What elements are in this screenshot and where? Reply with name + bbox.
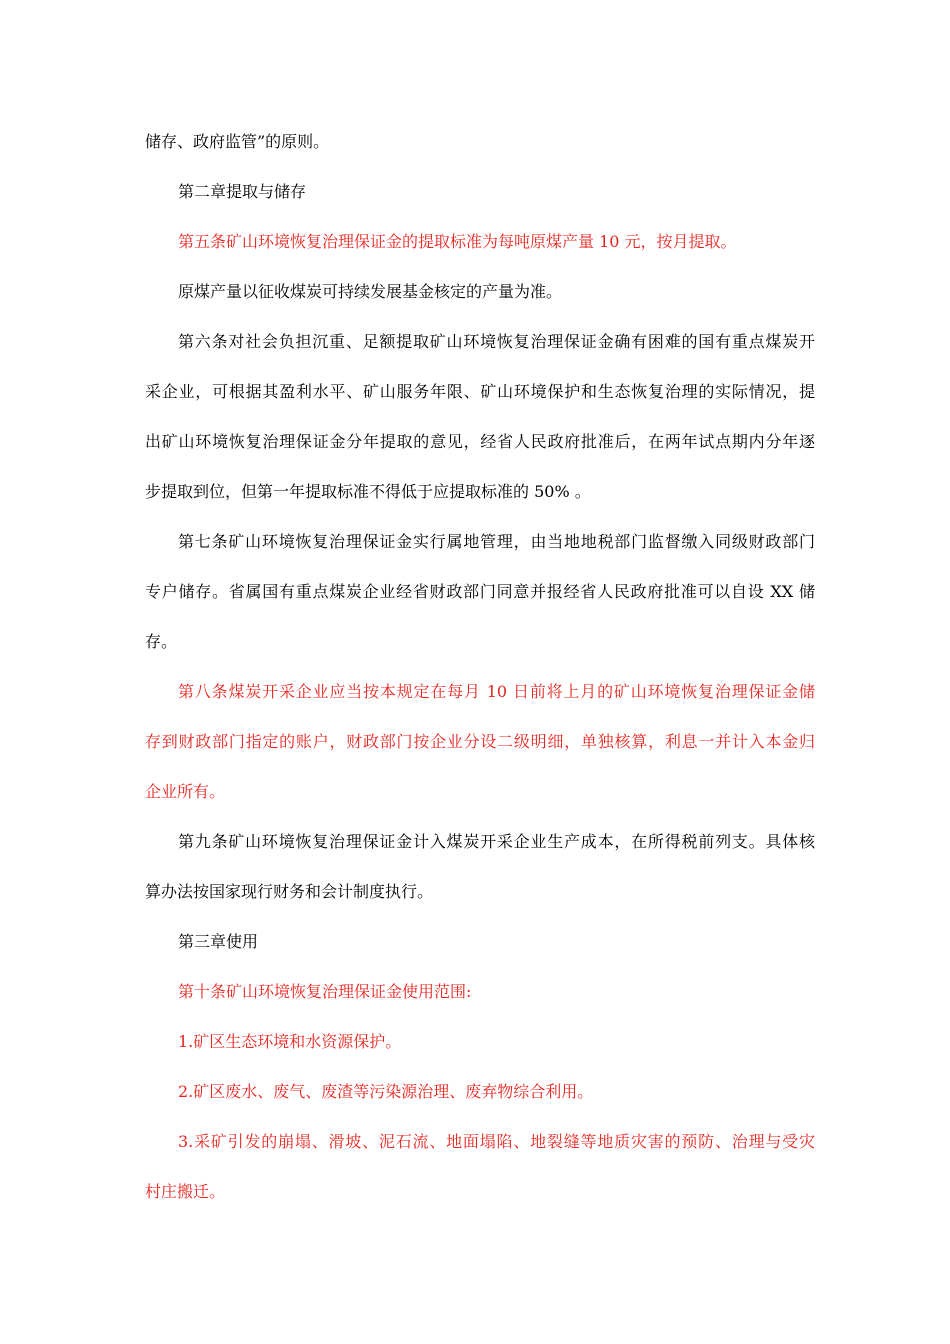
- article-10: 第十条矿山环境恢复治理保证金使用范围:: [178, 982, 472, 1001]
- article-6-line-3: 出矿山环境恢复治理保证金分年提取的意见，经省人民政府批准后，在两年试点期内分年逐: [145, 432, 815, 451]
- list-item-3-line-2: 村庄搬迁。: [145, 1182, 226, 1201]
- article-8-line-1: 第八条煤炭开采企业应当按本规定在每月 10 日前将上月的矿山环境恢复治理保证金储: [178, 682, 815, 701]
- list-item-1: 1.矿区生态环境和水资源保护。: [178, 1032, 402, 1051]
- article-7-line-2: 专户储存。省属国有重点煤炭企业经省财政部门同意并报经省人民政府批准可以自设 XX 储: [145, 582, 815, 601]
- list-item-2: 2.矿区废水、废气、废渣等污染源治理、废弃物综合利用。: [178, 1082, 594, 1101]
- article-9-line-1: 第九条矿山环境恢复治理保证金计入煤炭开采企业生产成本，在所得税前列支。具体核: [178, 832, 815, 851]
- paragraph-line: 原煤产量以征收煤炭可持续发展基金核定的产量为准。: [178, 282, 563, 301]
- chapter-heading: 第三章使用: [178, 932, 259, 951]
- chapter-heading: 第二章提取与储存: [178, 182, 307, 201]
- article-8-line-2: 存到财政部门指定的账户，财政部门按企业分设二级明细，单独核算，利息一并计入本金归: [145, 732, 815, 751]
- article-6-line-1: 第六条对社会负担沉重、足额提取矿山环境恢复治理保证金确有困难的国有重点煤炭开: [178, 332, 815, 351]
- article-7-line-3: 存。: [145, 632, 178, 651]
- article-6-line-4: 步提取到位，但第一年提取标准不得低于应提取标准的 50% 。: [145, 482, 591, 501]
- article-5: 第五条矿山环境恢复治理保证金的提取标准为每吨原煤产量 10 元，按月提取。: [178, 232, 737, 251]
- paragraph-line: 储存、政府监管”的原则。: [145, 132, 330, 151]
- list-item-3-line-1: 3.采矿引发的崩塌、滑坡、泥石流、地面塌陷、地裂缝等地质灾害的预防、治理与受灾: [178, 1132, 815, 1151]
- article-9-line-2: 算办法按国家现行财务和会计制度执行。: [145, 882, 434, 901]
- article-7-line-1: 第七条矿山环境恢复治理保证金实行属地管理，由当地地税部门监督缴入同级财政部门: [178, 532, 815, 551]
- article-6-line-2: 采企业，可根据其盈利水平、矿山服务年限、矿山环境保护和生态恢复治理的实际情况，提: [145, 382, 815, 401]
- article-8-line-3: 企业所有。: [145, 782, 226, 801]
